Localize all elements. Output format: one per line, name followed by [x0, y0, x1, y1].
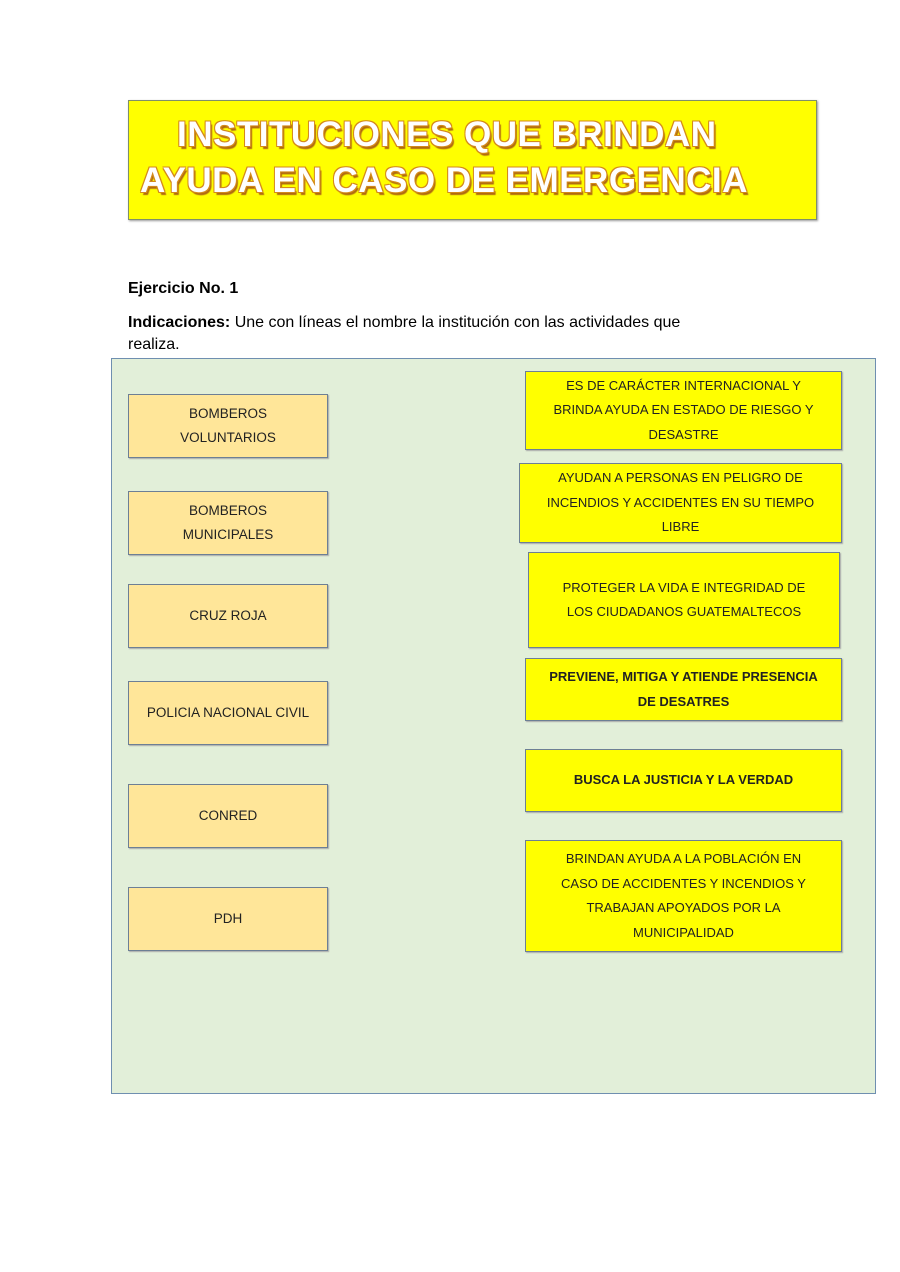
activity-box[interactable]: PREVIENE, MITIGA Y ATIENDE PRESENCIA DE DESATRES	[525, 658, 842, 721]
activity-box[interactable]: BUSCA LA JUSTICIA Y LA VERDAD	[525, 749, 842, 812]
title-line-1: INSTITUCIONES QUE BRINDAN	[177, 115, 717, 154]
instructions-label: Indicaciones:	[128, 314, 231, 331]
title-banner	[128, 100, 817, 220]
exercise-heading: Ejercicio No. 1	[128, 280, 239, 297]
institution-box[interactable]: CRUZ ROJA	[128, 584, 328, 648]
instructions-text-cont: realiza.	[128, 336, 180, 353]
institution-box[interactable]: BOMBEROS VOLUNTARIOS	[128, 394, 328, 458]
activity-box[interactable]: PROTEGER LA VIDA E INTEGRIDAD DE LOS CIUDADANOS GUATEMALTECOS	[528, 552, 840, 648]
instructions	[128, 314, 680, 332]
activity-box[interactable]: BRINDAN AYUDA A LA POBLACIÓN EN CASO DE ACCIDENTES Y INCENDIOS Y TRABAJAN APOYADOS POR LA MUNICIPALIDAD	[525, 840, 842, 952]
institution-box[interactable]: CONRED	[128, 784, 328, 848]
institution-box[interactable]: POLICIA NACIONAL CIVIL	[128, 681, 328, 745]
activity-box[interactable]: AYUDAN A PERSONAS EN PELIGRO DE INCENDIOS Y ACCIDENTES EN SU TIEMPO LIBRE	[519, 463, 842, 543]
institution-box[interactable]: BOMBEROS MUNICIPALES	[128, 491, 328, 555]
instructions-text: Une con líneas el nombre la institución con las actividades que	[230, 314, 681, 331]
title-line-2: AYUDA EN CASO DE EMERGENCIA	[140, 161, 748, 200]
activity-box[interactable]: ES DE CARÁCTER INTERNACIONAL Y BRINDA AYUDA EN ESTADO DE RIESGO Y DESASTRE	[525, 371, 842, 450]
institution-box[interactable]: PDH	[128, 887, 328, 951]
